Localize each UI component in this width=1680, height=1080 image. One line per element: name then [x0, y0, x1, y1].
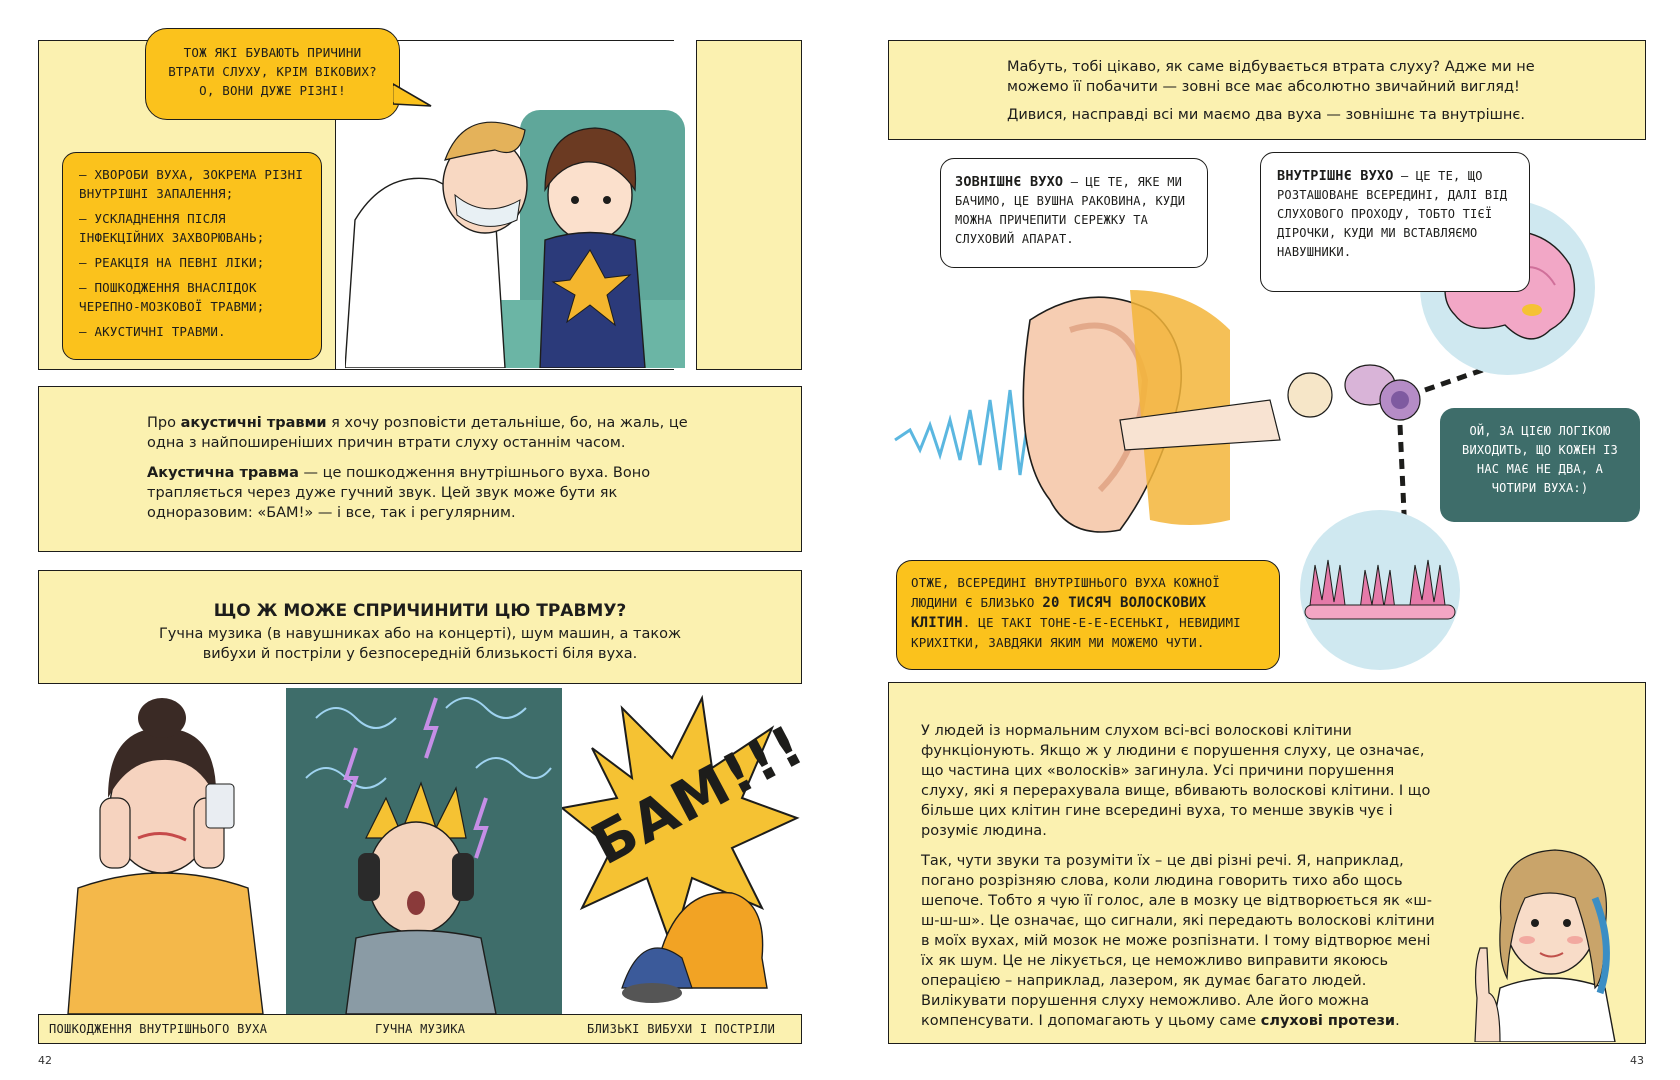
girl-illustration: [1455, 828, 1643, 1042]
question-panel: [38, 570, 802, 684]
intro-paragraph-1: Мабуть, тобі цікаво, як саме відбувається втрата слуху? Адже ми не можемо її побачити — зовні все має абсолютно звичайний вигляд!: [1007, 59, 1535, 95]
top-speech-bubble-text: ТОЖ ЯКІ БУВАЮТЬ ПРИЧИНИ ВТРАТИ СЛУХУ, КРІМ ВІКОВИХ? О, ВОНИ ДУЖЕ РІЗНІ!: [168, 45, 377, 98]
cause-item: – РЕАКЦІЯ НА ПЕВНІ ЛІКИ;: [79, 255, 265, 270]
acoustic-trauma-intro: Про акустичні травми я хочу розповісти детальніше, бо, на жаль, це одна з найпоширеніших причин втрати слуху останнім часом.: [147, 415, 688, 451]
acoustic-trauma-definition: Акустична травма — це пошкодження внутрішнього вуха. Воно трапляється через дуже гучний звук. Цей звук може бути як одноразовим: «БАМ!» — і все, так і регулярним.: [147, 465, 651, 521]
intro-panel: [888, 40, 1646, 140]
hearing-loss-paragraph-1: У людей із нормальним слухом всі-всі волоскові клітини функціонують. Якщо ж у людини є порушення слуху, це означає, що частина цих «волосків» загинула. Усі причини порушення слуху, які я перерахувала вище, вбивають волоскові клітини. І що більше цих клітин гине всередині вуха, то менше звуків чує і розуміє людина.: [921, 723, 1431, 839]
caption-explosions: БЛИЗЬКІ ВИБУХИ І ПОСТРІЛИ: [587, 1022, 776, 1036]
bam-text: БАМ!!!: [581, 712, 816, 879]
hair-cells-box: ОТЖЕ, ВСЕРЕДИНІ ВНУТРІШНЬОГО ВУХА КОЖНОЇ ЛЮДИНИ Є БЛИЗЬКО 20 ТИСЯЧ ВОЛОСКОВИХ КЛІТИН. ЦЕ ТАКІ ТОНЕ-Е-Е-ЕСЕНЬКІ, НЕВИДИМІ КРИХІТКИ, ЗАВДЯКИ ЯКИМ МИ МОЖЕМО ЧУТИ.: [896, 560, 1280, 670]
loud-music-illustration: [286, 688, 562, 1014]
hearing-loss-paragraph-2: Так, чути звуки та розуміти їх – це дві різні речі. Я, наприклад, погано розрізняю слова, коли людина говорить тихо або щось шепоче. Тобто я чую її голос, але в мозку це відтворюється як «ш-ш-ш-ш». Це означає, що сигнали, які передають волоскові клітини в моїх вухах, мій мозок не може розпізнати. І тому відтворює мені їх як шум. Це не лікується, це неможливо виправити якоюсь операцією – наприклад, лазером, як думає багато людей. Вилікувати порушення слуху неможливо. Але його можна компенсувати. І допомагають у цьому саме слухові протези.: [921, 853, 1435, 1029]
caption-loud-music: ГУЧНА МУЗИКА: [375, 1022, 466, 1036]
four-ears-bubble: ОЙ, ЗА ЦІЄЮ ЛОГІКОЮ ВИХОДИТЬ, ЩО КОЖЕН ІЗ НАС МАЄ НЕ ДВА, А ЧОТИРИ ВУХА:): [1440, 408, 1640, 522]
hair-cells-illustration: [1300, 510, 1460, 670]
page-number-right: 43: [1630, 1054, 1644, 1067]
cause-item: – АКУСТИЧНІ ТРАВМИ.: [79, 324, 226, 339]
question-heading: ЩО Ж МОЖЕ СПРИЧИНИТИ ЦЮ ТРАВМУ?: [213, 601, 627, 621]
inner-ear-bubble: ВНУТРІШНЄ ВУХО – ЦЕ ТЕ, ЩО РОЗТАШОВАНЕ ВСЕРЕДИНІ, ДАЛІ ВІД СЛУХОВОГО ПРОХОДУ, ТОБТО ТІЄЇ ДІРОЧКИ, КУДИ МИ ВСТАВЛЯЄМО НАВУШНИКИ.: [1260, 152, 1530, 292]
page-number-left: 42: [38, 1054, 52, 1067]
causes-list: [62, 152, 322, 360]
question-text: Гучна музика (в навушниках або на концерті), шум машин, а також вибухи й постріли у безпосередній близькості біля вуха.: [158, 626, 682, 662]
captions-bar: [38, 1014, 802, 1044]
top-speech-bubble-tail: [393, 82, 433, 112]
outer-ear-bubble: ЗОВНІШНЄ ВУХО – ЦЕ ТЕ, ЯКЕ МИ БАЧИМО, ЦЕ ВУШНА РАКОВИНА, КУДИ МОЖНА ПРИЧЕПИТИ СЕРЕЖКУ ТА СЛУХОВИЙ АПАРАТ.: [940, 158, 1208, 268]
cause-item: – ХВОРОБИ ВУХА, ЗОКРЕМА РІЗНІ ВНУТРІШНІ ЗАПАЛЕННЯ;: [79, 167, 304, 201]
intro-paragraph-2: Дивися, насправді всі ми маємо два вуха — зовнішнє та внутрішнє.: [1007, 107, 1525, 123]
doctor-child-illustration: [345, 100, 685, 368]
doctor-panel-right-strip: [696, 40, 802, 370]
cause-item: – УСКЛАДНЕННЯ ПІСЛЯ ІНФЕКЦІЙНИХ ЗАХВОРЮВАНЬ;: [79, 211, 265, 245]
woman-ear-pain-illustration: [38, 688, 286, 1014]
top-speech-bubble: [145, 28, 400, 120]
cause-item: – ПОШКОДЖЕННЯ ВНАСЛІДОК ЧЕРЕПНО-МОЗКОВОЇ ТРАВМИ;: [79, 280, 265, 314]
acoustic-trauma-panel: [38, 386, 802, 552]
caption-inner-ear-damage: ПОШКОДЖЕННЯ ВНУТРІШНЬОГО ВУХА: [49, 1022, 268, 1036]
